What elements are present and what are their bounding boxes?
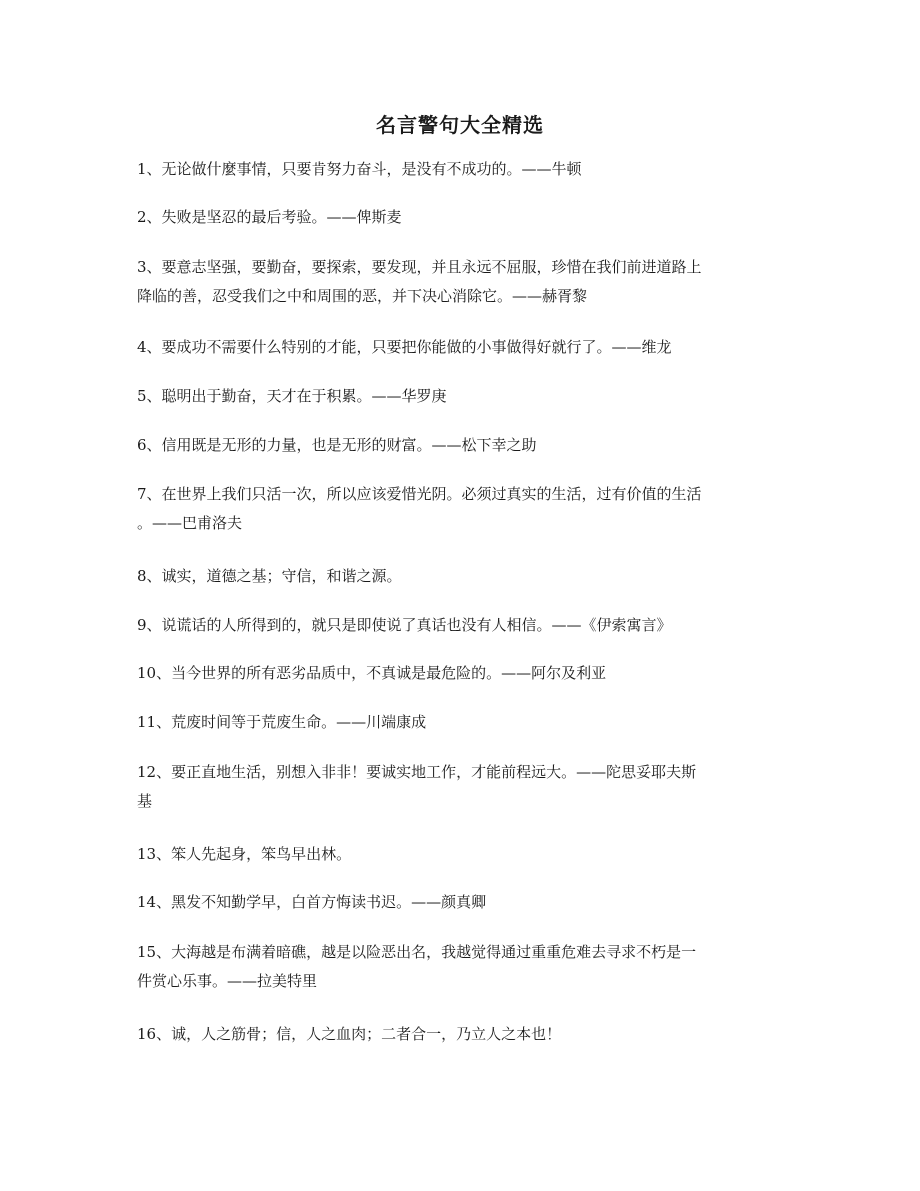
quote-line: 1、无论做什麼事情，只要肯努力奋斗，是没有不成功的。——牛顿 <box>137 160 582 178</box>
quote-line: 5、聪明出于勤奋，天才在于积累。——华罗庚 <box>137 387 447 405</box>
quote-item <box>137 382 787 411</box>
quote-line: 4、要成功不需要什么特别的才能，只要把你能做的小事做得好就行了。——维龙 <box>137 338 672 356</box>
quote-item <box>137 611 787 640</box>
quote-item <box>137 480 787 538</box>
quote-line: 14、黑发不知勤学早，白首方悔读书迟。——颜真卿 <box>137 893 487 911</box>
quote-line: 10、当今世界的所有恶劣品质中，不真诚是最危险的。——阿尔及利亚 <box>137 664 607 682</box>
quote-item <box>137 431 787 460</box>
quote-line: 12、要正直地生活，别想入非非！要诚实地工作，才能前程远大。——陀思妥耶夫斯 <box>137 763 697 781</box>
quote-line: 9、说谎话的人所得到的，就只是即使说了真话也没有人相信。——《伊索寓言》 <box>137 616 672 634</box>
quote-line: 6、信用既是无形的力量，也是无形的财富。——松下幸之助 <box>137 436 537 454</box>
quote-item <box>137 758 787 816</box>
page-title: 名言警句大全精选 <box>376 113 544 137</box>
quote-item <box>137 333 787 362</box>
quote-line: 3、要意志坚强，要勤奋，要探索，要发现，并且永远不屈服，珍惜在我们前进道路上 <box>137 258 702 276</box>
quote-line: 件赏心乐事。——拉美特里 <box>137 972 318 990</box>
quote-line: 基 <box>137 792 153 810</box>
quote-line: 7、在世界上我们只活一次，所以应该爱惜光阴。必须过真实的生活，过有价值的生活 <box>137 485 702 503</box>
quote-line: 。——巴甫洛夫 <box>137 514 243 532</box>
quote-item <box>137 1020 787 1049</box>
quote-item <box>137 155 787 184</box>
quote-line: 8、诚实，道德之基；守信，和谐之源。 <box>137 567 402 585</box>
quote-item <box>137 562 787 591</box>
quote-item <box>137 708 787 737</box>
quote-item <box>137 203 787 232</box>
quote-line: 16、诚，人之筋骨；信，人之血肉；二者合一，乃立人之本也！ <box>137 1025 562 1043</box>
quote-line: 降临的善，忍受我们之中和周围的恶，并下决心消除它。——赫胥黎 <box>137 287 588 305</box>
quote-item <box>137 253 787 311</box>
quote-item <box>137 888 787 917</box>
quote-item <box>137 840 787 869</box>
quote-line: 11、荒废时间等于荒废生命。——川端康成 <box>137 713 427 731</box>
quote-line: 15、大海越是布满着暗礁，越是以险恶出名，我越觉得通过重重危难去寻求不朽是一 <box>137 943 697 961</box>
quote-item <box>137 938 787 996</box>
quote-item <box>137 659 787 688</box>
quote-line: 2、失败是坚忍的最后考验。——俾斯麦 <box>137 208 402 226</box>
quote-line: 13、笨人先起身，笨鸟早出林。 <box>137 845 352 863</box>
